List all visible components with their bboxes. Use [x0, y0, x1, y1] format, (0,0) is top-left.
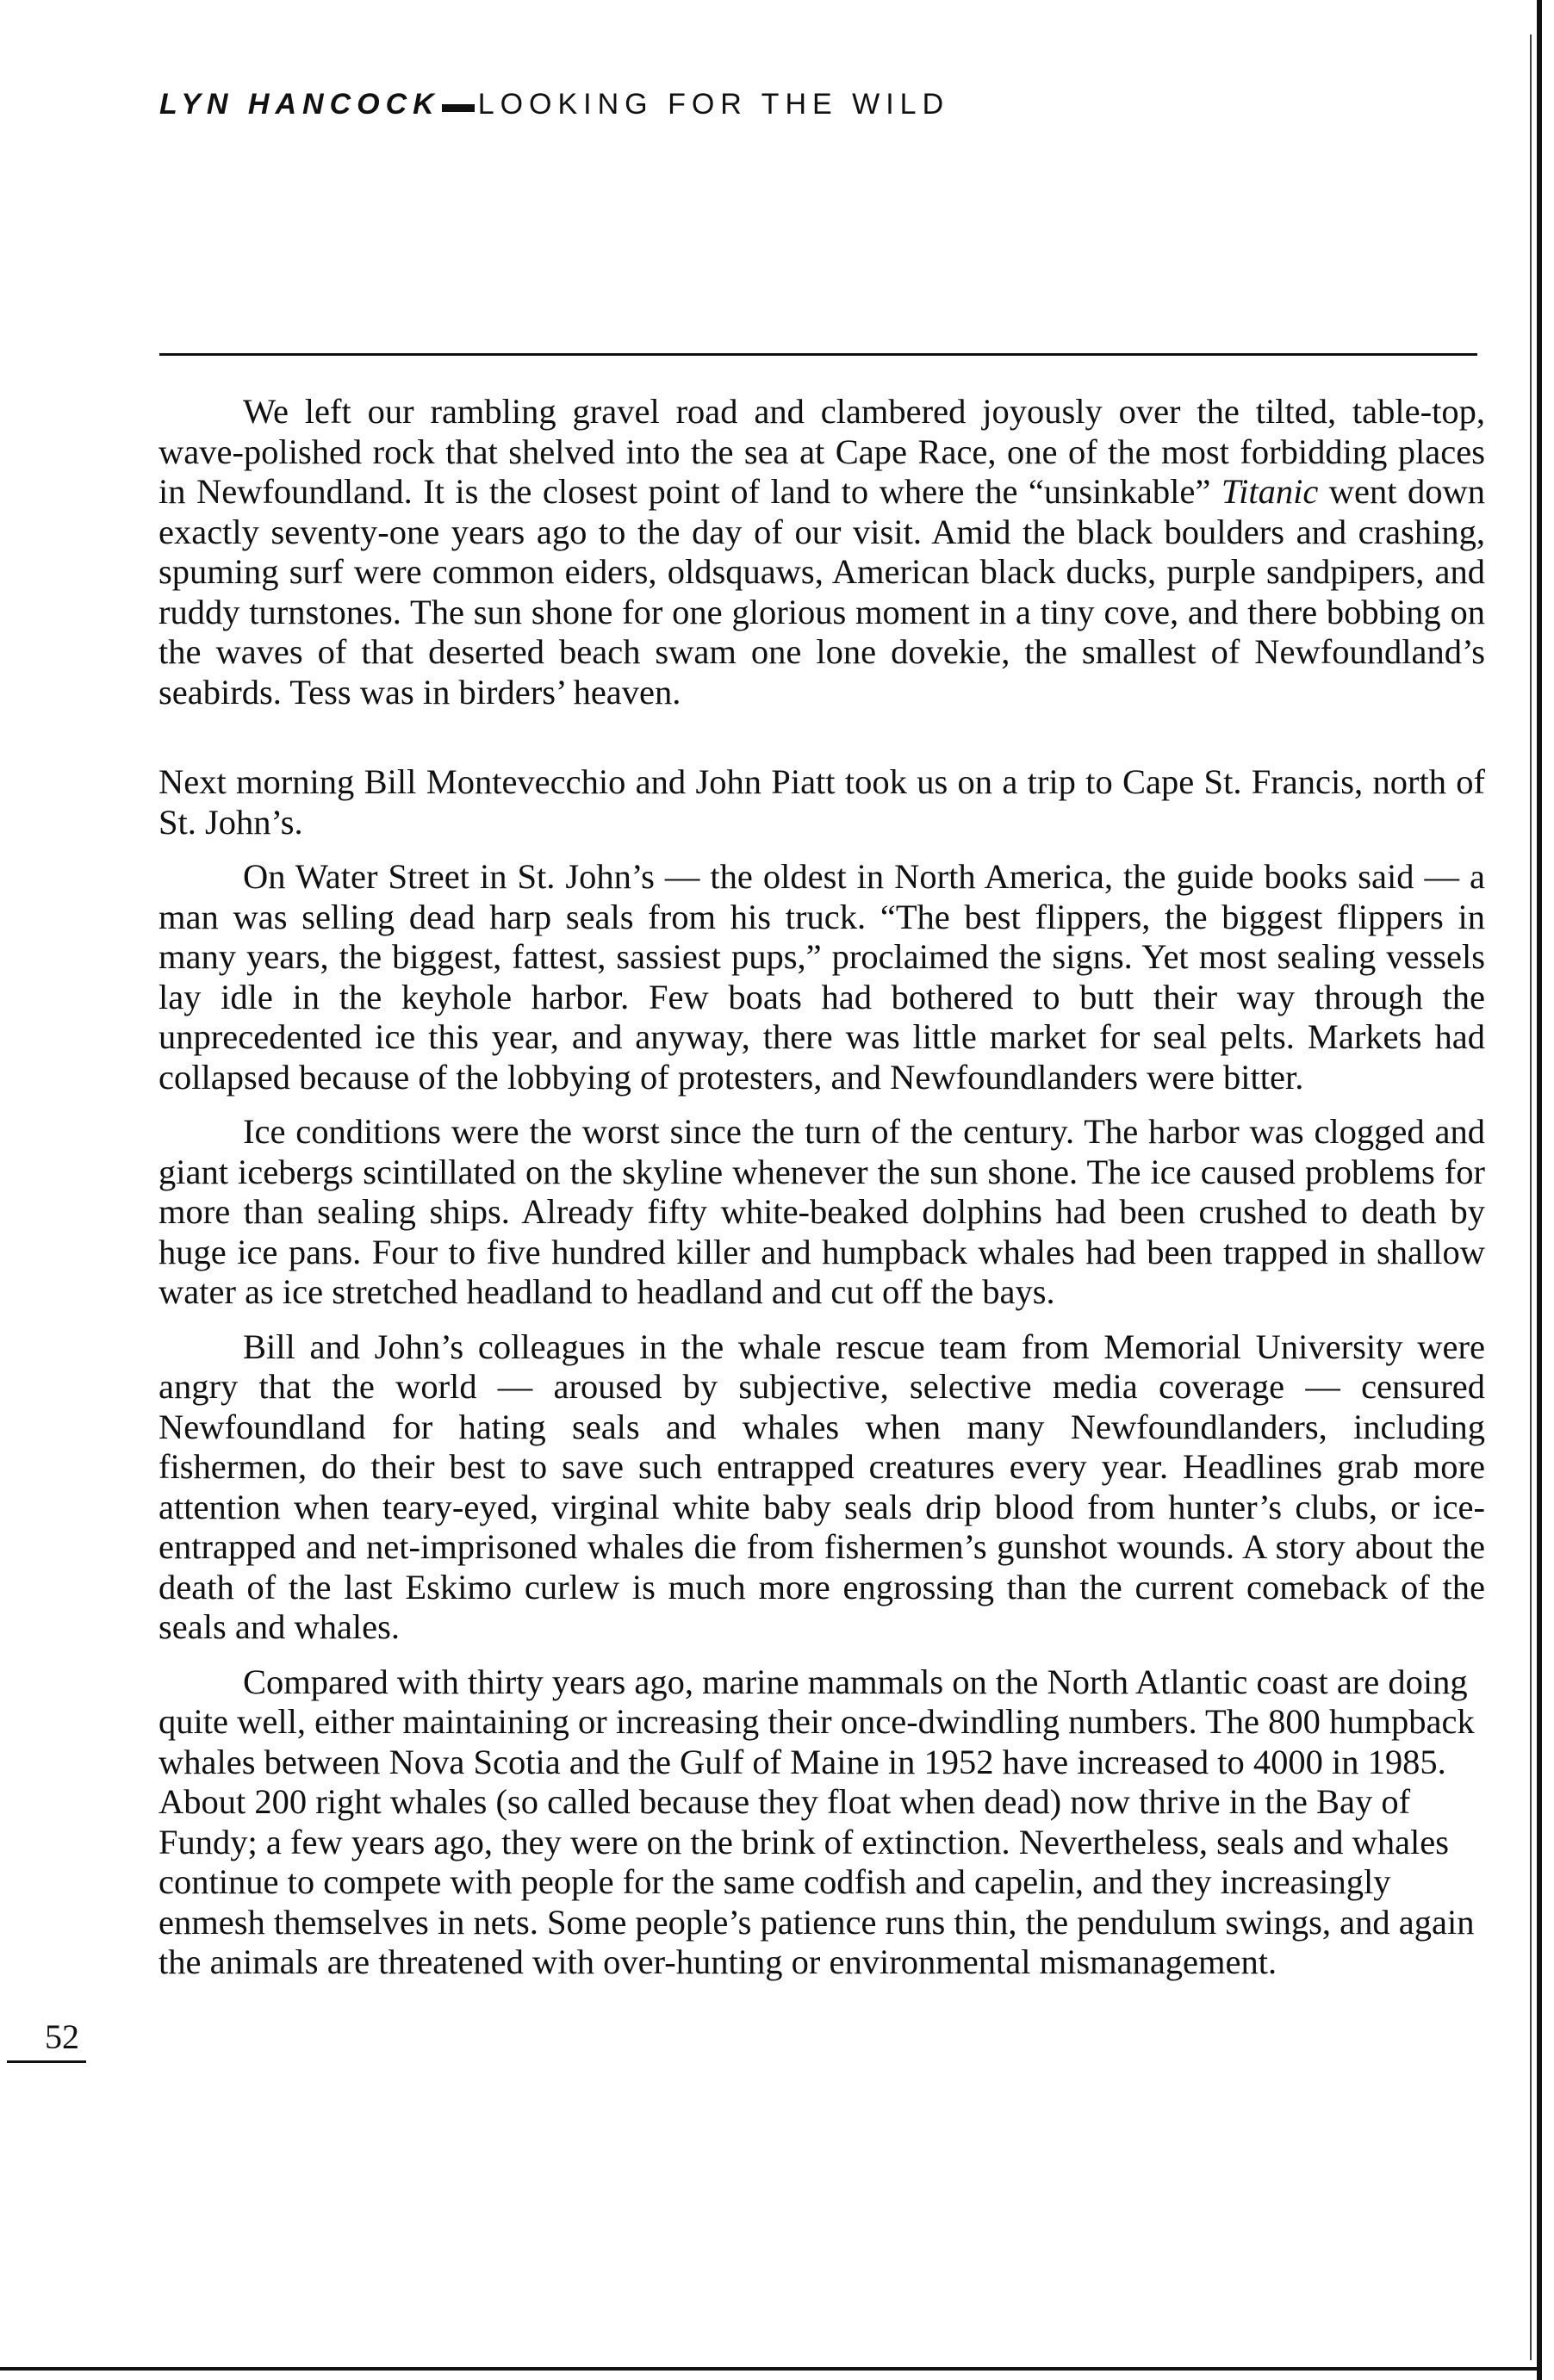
paragraph-next-morning: Next morning Bill Montevecchio and John Piatt took us on a trip to Cape St. Francis, north of St. John’s.: [159, 762, 1485, 842]
page-number-rule: [7, 2060, 86, 2063]
paragraph-water-street: On Water Street in St. John’s — the oldest in North America, the guide books said — a man was selling dead harp seals from his truck. “The best flippers, the biggest flippers in many years, the biggest, fattest, sassiest pups,” proclaimed the signs. Yet most sealing vessels lay idle in the keyhole harbor. Few boats had bothered to butt their way through the unprecedented ice this year, and anyway, there was little market for seal pelts. Markets had collapsed because of the lobbying of protesters, and Newfoundlanders were bitter.: [159, 857, 1485, 1097]
page-number: 52: [45, 2017, 79, 2056]
scan-edge-bottom: [0, 2367, 1542, 2371]
running-header: [159, 88, 949, 121]
header-title: LOOKING FOR THE WILD: [477, 88, 950, 121]
header-rule: [159, 353, 1477, 356]
paragraph-whale-rescue: Bill and John’s colleagues in the whale rescue team from Memorial University were angry that the world — aroused by subjective, selective media coverage — censured Newfoundland for hating seals and whales when many Newfoundlanders, including fishermen, do their best to save such entrapped creatures every year. Headlines grab more attention when teary-eyed, virginal white baby seals drip blood from hunter’s clubs, or ice-entrapped and net-imprisoned whales die from fishermen’s gunshot wounds. A story about the death of the last Eskimo curlew is much more engrossing than the current comeback of the seals and whales.: [159, 1327, 1485, 1646]
paragraph-cape-race: We left our rambling gravel road and clambered joyously over the tilted, table-top, wave-polished rock that shelved into the sea at Cape Race, one of the most forbidding places in Newfoundland. It is the closest point of land to where the “unsinkable” Titanic went down exactly seventy-one years ago to the day of our visit. Amid the black boulders and crashing, spuming surf were common eiders, oldsquaws, American black ducks, purple sandpipers, and ruddy turnstones. The sun shone for one glorious moment in a tiny cove, and there bobbing on the waves of that deserted beach swam one lone dovekie, the smallest of Newfoundland’s seabirds. Tess was in birders’ heaven.: [159, 392, 1485, 712]
body-text: [159, 392, 1485, 1998]
paragraph-ice-conditions: Ice conditions were the worst since the turn of the century. The harbor was clogged and giant icebergs scintillated on the skyline whenever the sun shone. The ice caused problems for more than sealing ships. Already fifty white-beaked dolphins had been crushed to death by huge ice pans. Four to five hundred killer and humpback whales had been trapped in shallow water as ice stretched headland to headland and cut off the bays.: [159, 1112, 1485, 1311]
paragraph-marine-mammals: Compared with thirty years ago, marine mammals on the North Atlantic coast are doing quite well, either maintaining or increasing their once-dwindling numbers. The 800 humpback whales between Nova Scotia and the Gulf of Maine in 1952 have increased to 4000 in 1985. About 200 right whales (so called because they float when dead) now thrive in the Bay of Fundy; a few years ago, they were on the brink of extinction. Nevertheless, seals and whales continue to compete with people for the same codfish and capelin, and they increasingly enmesh themselves in nets. Some people’s patience runs thin, the pendulum swings, and again the animals are threatened with over-hunting or environmental mismanagement.: [159, 1662, 1475, 1981]
header-author: LYN HANCOCK: [159, 88, 440, 121]
ship-name: Titanic: [1221, 472, 1319, 511]
scan-edge-inner: [1530, 34, 1532, 2360]
header-separator: [442, 104, 475, 112]
scan-edge-right: [1537, 0, 1542, 2380]
